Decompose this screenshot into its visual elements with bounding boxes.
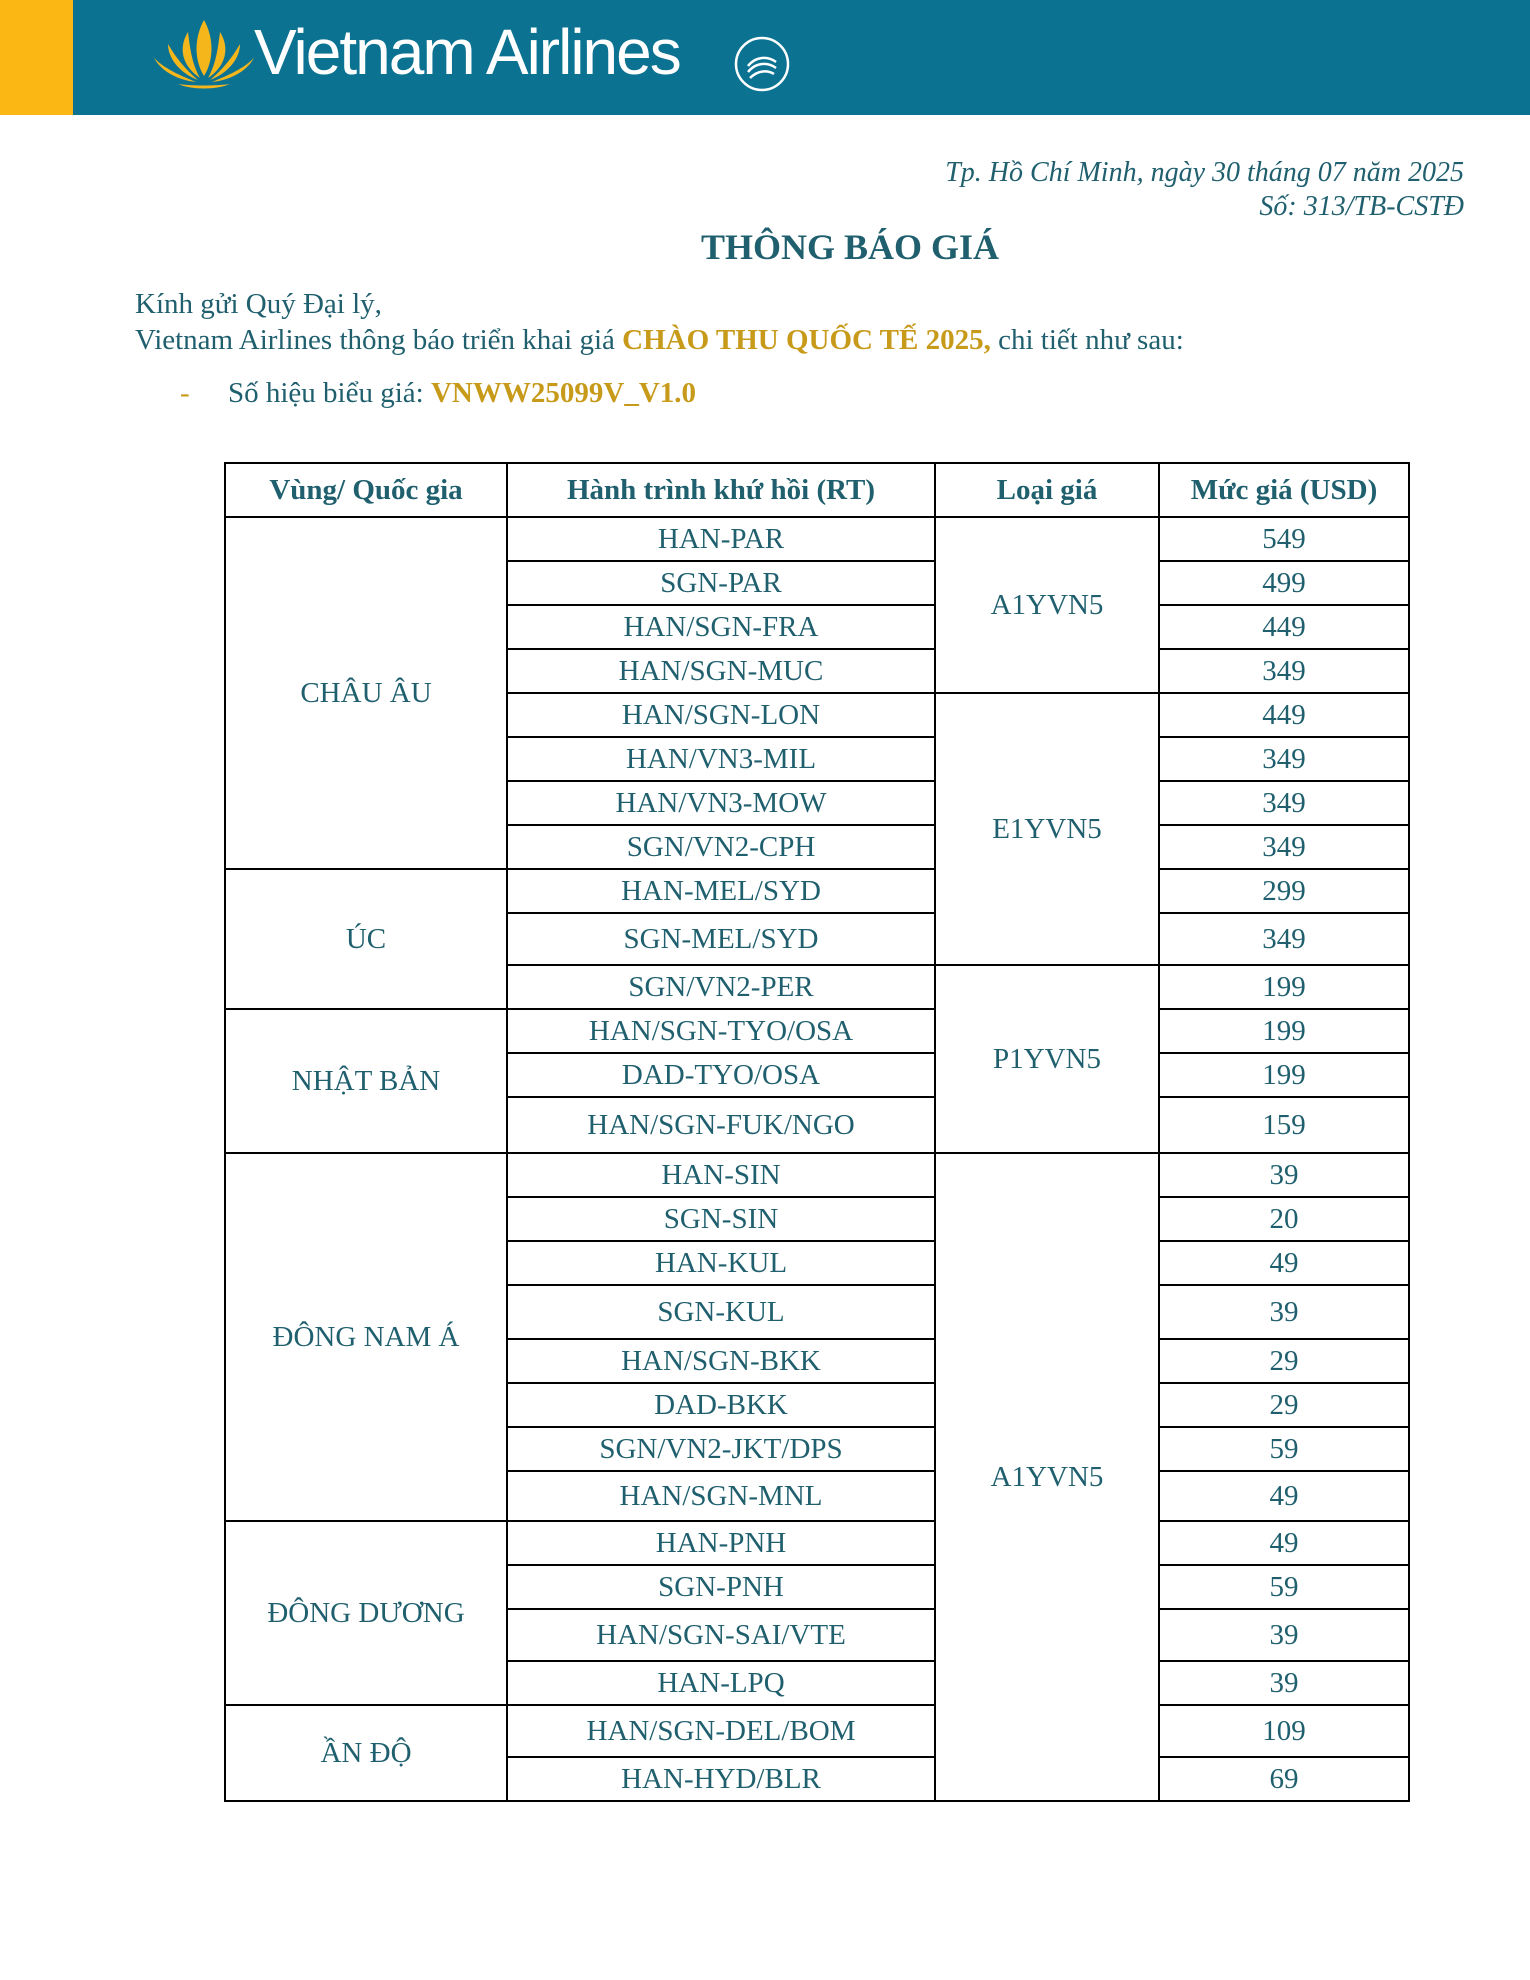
- fare-type-cell: P1YVN5: [935, 965, 1159, 1153]
- price-cell: 159: [1159, 1097, 1409, 1153]
- route-cell: HAN/SGN-LON: [507, 693, 935, 737]
- route-cell: HAN/SGN-SAI/VTE: [507, 1609, 935, 1661]
- price-cell: 549: [1159, 517, 1409, 561]
- price-cell: 29: [1159, 1383, 1409, 1427]
- price-cell: 199: [1159, 1053, 1409, 1097]
- place-date: Tp. Hồ Chí Minh, ngày 30 tháng 07 năm 2025: [945, 157, 1464, 188]
- route-cell: SGN-KUL: [507, 1285, 935, 1339]
- region-cell: ÚC: [225, 869, 507, 1009]
- price-cell: 349: [1159, 781, 1409, 825]
- route-cell: DAD-BKK: [507, 1383, 935, 1427]
- document-title: THÔNG BÁO GIÁ: [700, 227, 1000, 267]
- price-cell: 299: [1159, 869, 1409, 913]
- price-cell: 199: [1159, 1009, 1409, 1053]
- price-cell: 39: [1159, 1609, 1409, 1661]
- fare-type-cell: A1YVN5: [935, 1153, 1159, 1801]
- route-cell: HAN/VN3-MOW: [507, 781, 935, 825]
- promo-name: CHÀO THU QUỐC TẾ 2025,: [622, 324, 991, 356]
- route-cell: SGN-SIN: [507, 1197, 935, 1241]
- intro-suffix: chi tiết như sau:: [998, 324, 1184, 356]
- price-cell: 59: [1159, 1565, 1409, 1609]
- price-cell: 49: [1159, 1471, 1409, 1521]
- price-cell: 499: [1159, 561, 1409, 605]
- route-cell: HAN-HYD/BLR: [507, 1757, 935, 1801]
- route-cell: SGN-PAR: [507, 561, 935, 605]
- price-cell: 109: [1159, 1705, 1409, 1757]
- greeting: Kính gửi Quý Đại lý,: [135, 288, 382, 320]
- route-cell: HAN/SGN-DEL/BOM: [507, 1705, 935, 1757]
- price-cell: 449: [1159, 693, 1409, 737]
- fare-code: VNWW25099V_V1.0: [430, 377, 697, 409]
- table-row: [225, 869, 1409, 913]
- intro-prefix: Vietnam Airlines thông báo triển khai giá: [135, 324, 615, 356]
- route-cell: HAN-PNH: [507, 1521, 935, 1565]
- price-cell: 199: [1159, 965, 1409, 1009]
- table-row: [225, 1153, 1409, 1197]
- fare-type-cell: E1YVN5: [935, 693, 1159, 965]
- price-cell: 39: [1159, 1661, 1409, 1705]
- price-cell: 349: [1159, 913, 1409, 965]
- header-price: Mức giá (USD): [1159, 463, 1409, 517]
- route-cell: HAN/SGN-MNL: [507, 1471, 935, 1521]
- header-region: Vùng/ Quốc gia: [225, 463, 507, 517]
- route-cell: HAN/SGN-BKK: [507, 1339, 935, 1383]
- fare-table: [224, 462, 1410, 1802]
- intro-line: [135, 322, 1184, 358]
- document-number: Số: 313/TB-CSTĐ: [1259, 191, 1464, 222]
- letter-meta: [945, 156, 1464, 224]
- fare-code-line: [180, 377, 696, 410]
- price-cell: 49: [1159, 1521, 1409, 1565]
- route-cell: HAN/SGN-FRA: [507, 605, 935, 649]
- fare-code-label: Số hiệu biểu giá:: [228, 377, 424, 409]
- price-cell: 349: [1159, 737, 1409, 781]
- table-row: [225, 1009, 1409, 1053]
- route-cell: HAN/VN3-MIL: [507, 737, 935, 781]
- brand-name: Vietnam Airlines: [254, 16, 680, 88]
- header-route: Hành trình khứ hồi (RT): [507, 463, 935, 517]
- table-row: [225, 1705, 1409, 1757]
- price-cell: 69: [1159, 1757, 1409, 1801]
- price-cell: 349: [1159, 649, 1409, 693]
- table-header-row: [225, 463, 1409, 517]
- route-cell: HAN/SGN-FUK/NGO: [507, 1097, 935, 1153]
- skyteam-logo-icon: [726, 26, 798, 98]
- route-cell: HAN/SGN-MUC: [507, 649, 935, 693]
- header-banner: [0, 0, 1530, 115]
- price-cell: 29: [1159, 1339, 1409, 1383]
- route-cell: SGN-PNH: [507, 1565, 935, 1609]
- route-cell: SGN/VN2-PER: [507, 965, 935, 1009]
- route-cell: DAD-TYO/OSA: [507, 1053, 935, 1097]
- price-cell: 39: [1159, 1153, 1409, 1197]
- route-cell: HAN-LPQ: [507, 1661, 935, 1705]
- price-cell: 49: [1159, 1241, 1409, 1285]
- region-cell: ẦN ĐỘ: [225, 1705, 507, 1801]
- route-cell: SGN/VN2-CPH: [507, 825, 935, 869]
- price-cell: 39: [1159, 1285, 1409, 1339]
- region-cell: ĐÔNG NAM Á: [225, 1153, 507, 1521]
- banner-accent-bar: [0, 0, 73, 115]
- region-cell: CHÂU ÂU: [225, 517, 507, 869]
- region-cell: ĐÔNG DƯƠNG: [225, 1521, 507, 1705]
- route-cell: HAN/SGN-TYO/OSA: [507, 1009, 935, 1053]
- route-cell: SGN-MEL/SYD: [507, 913, 935, 965]
- bullet-dash: -: [180, 377, 190, 409]
- table-row: [225, 517, 1409, 561]
- header-fare-type: Loại giá: [935, 463, 1159, 517]
- price-cell: 20: [1159, 1197, 1409, 1241]
- price-cell: 59: [1159, 1427, 1409, 1471]
- route-cell: HAN-PAR: [507, 517, 935, 561]
- price-cell: 449: [1159, 605, 1409, 649]
- fare-type-cell: A1YVN5: [935, 517, 1159, 693]
- lotus-logo-icon: [148, 14, 260, 94]
- route-cell: HAN-KUL: [507, 1241, 935, 1285]
- table-row: [225, 1521, 1409, 1565]
- brand-logo: [148, 10, 808, 100]
- route-cell: SGN/VN2-JKT/DPS: [507, 1427, 935, 1471]
- intro-paragraph: [135, 286, 1184, 358]
- price-cell: 349: [1159, 825, 1409, 869]
- route-cell: HAN-MEL/SYD: [507, 869, 935, 913]
- route-cell: HAN-SIN: [507, 1153, 935, 1197]
- region-cell: NHẬT BẢN: [225, 1009, 507, 1153]
